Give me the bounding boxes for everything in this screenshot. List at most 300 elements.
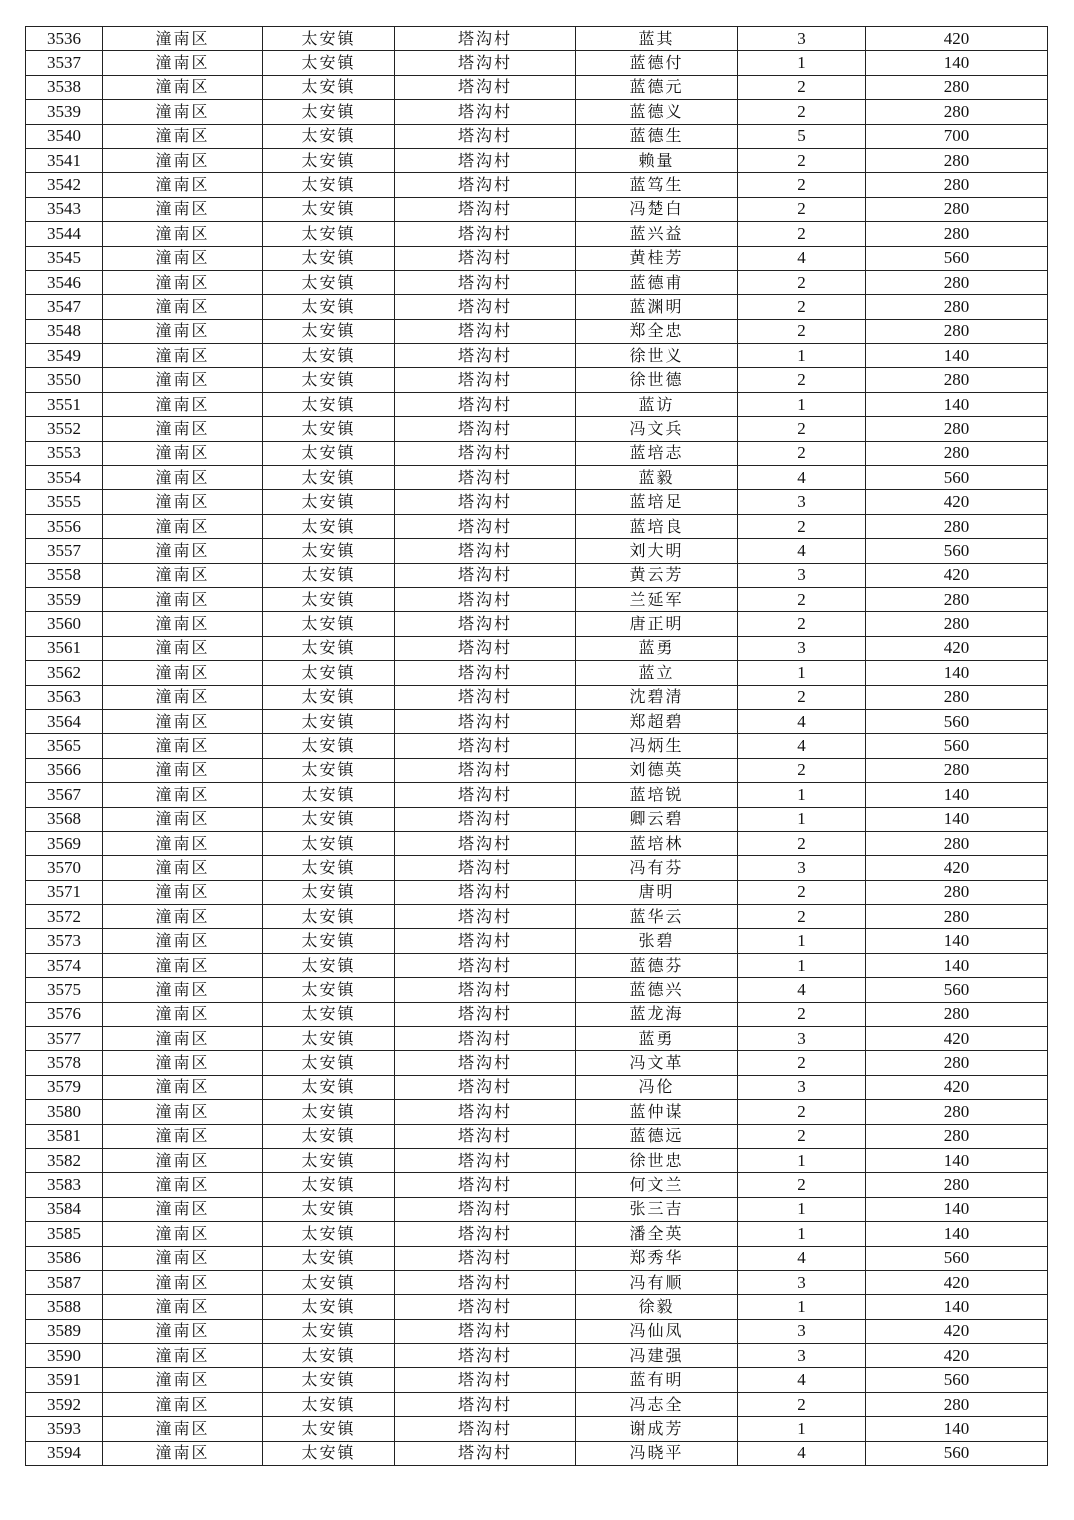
cell-amount: 280 (866, 197, 1048, 221)
cell-household-size: 2 (738, 612, 866, 636)
cell-town: 太安镇 (263, 368, 395, 392)
cell-household-size: 2 (738, 905, 866, 929)
cell-name: 冯有芬 (576, 856, 738, 880)
cell-district: 潼南区 (103, 880, 263, 904)
cell-name: 蓝培林 (576, 831, 738, 855)
cell-district: 潼南区 (103, 197, 263, 221)
cell-amount: 140 (866, 344, 1048, 368)
cell-amount: 560 (866, 466, 1048, 490)
cell-district: 潼南区 (103, 246, 263, 270)
cell-village: 塔沟村 (395, 1197, 576, 1221)
cell-village: 塔沟村 (395, 270, 576, 294)
cell-row-number: 3540 (26, 124, 103, 148)
cell-household-size: 2 (738, 1100, 866, 1124)
cell-village: 塔沟村 (395, 75, 576, 99)
table-row (26, 246, 1048, 270)
table-row (26, 1246, 1048, 1270)
cell-amount: 280 (866, 368, 1048, 392)
table-row (26, 1100, 1048, 1124)
cell-village: 塔沟村 (395, 807, 576, 831)
cell-row-number: 3556 (26, 514, 103, 538)
cell-village: 塔沟村 (395, 417, 576, 441)
cell-amount: 700 (866, 124, 1048, 148)
cell-village: 塔沟村 (395, 1319, 576, 1343)
table-row (26, 1319, 1048, 1343)
cell-amount: 280 (866, 1392, 1048, 1416)
table-row (26, 319, 1048, 343)
cell-amount: 140 (866, 51, 1048, 75)
cell-household-size: 4 (738, 734, 866, 758)
cell-village: 塔沟村 (395, 392, 576, 416)
cell-village: 塔沟村 (395, 27, 576, 51)
table-row (26, 368, 1048, 392)
cell-name: 蓝德兴 (576, 978, 738, 1002)
cell-name: 黄云芳 (576, 563, 738, 587)
cell-village: 塔沟村 (395, 295, 576, 319)
cell-name: 何文兰 (576, 1173, 738, 1197)
cell-village: 塔沟村 (395, 636, 576, 660)
cell-district: 潼南区 (103, 51, 263, 75)
cell-name: 蓝德生 (576, 124, 738, 148)
cell-village: 塔沟村 (395, 856, 576, 880)
cell-town: 太安镇 (263, 27, 395, 51)
cell-amount: 280 (866, 758, 1048, 782)
cell-town: 太安镇 (263, 1392, 395, 1416)
cell-row-number: 3537 (26, 51, 103, 75)
cell-district: 潼南区 (103, 417, 263, 441)
cell-household-size: 3 (738, 1319, 866, 1343)
cell-household-size: 2 (738, 685, 866, 709)
cell-district: 潼南区 (103, 1148, 263, 1172)
cell-town: 太安镇 (263, 490, 395, 514)
table-row (26, 612, 1048, 636)
cell-district: 潼南区 (103, 685, 263, 709)
cell-town: 太安镇 (263, 1124, 395, 1148)
cell-village: 塔沟村 (395, 1027, 576, 1051)
cell-amount: 420 (866, 1270, 1048, 1294)
cell-row-number: 3557 (26, 539, 103, 563)
cell-district: 潼南区 (103, 1417, 263, 1441)
cell-name: 徐世忠 (576, 1148, 738, 1172)
cell-village: 塔沟村 (395, 1368, 576, 1392)
cell-row-number: 3586 (26, 1246, 103, 1270)
cell-village: 塔沟村 (395, 1100, 576, 1124)
cell-town: 太安镇 (263, 1441, 395, 1465)
cell-household-size: 4 (738, 709, 866, 733)
cell-town: 太安镇 (263, 295, 395, 319)
cell-name: 蓝访 (576, 392, 738, 416)
cell-town: 太安镇 (263, 1100, 395, 1124)
beneficiary-table (25, 26, 1048, 1466)
cell-name: 冯炳生 (576, 734, 738, 758)
cell-amount: 420 (866, 563, 1048, 587)
cell-village: 塔沟村 (395, 1392, 576, 1416)
cell-amount: 140 (866, 1197, 1048, 1221)
table-row (26, 27, 1048, 51)
cell-row-number: 3545 (26, 246, 103, 270)
cell-name: 赖量 (576, 148, 738, 172)
cell-household-size: 4 (738, 1246, 866, 1270)
cell-household-size: 1 (738, 1417, 866, 1441)
cell-district: 潼南区 (103, 539, 263, 563)
cell-district: 潼南区 (103, 953, 263, 977)
cell-amount: 420 (866, 1319, 1048, 1343)
cell-amount: 280 (866, 1124, 1048, 1148)
cell-household-size: 1 (738, 51, 866, 75)
cell-village: 塔沟村 (395, 1075, 576, 1099)
cell-household-size: 2 (738, 441, 866, 465)
cell-village: 塔沟村 (395, 734, 576, 758)
cell-name: 蓝培足 (576, 490, 738, 514)
table-row (26, 953, 1048, 977)
cell-name: 卿云碧 (576, 807, 738, 831)
cell-village: 塔沟村 (395, 319, 576, 343)
cell-village: 塔沟村 (395, 148, 576, 172)
cell-town: 太安镇 (263, 758, 395, 782)
cell-town: 太安镇 (263, 197, 395, 221)
cell-household-size: 2 (738, 1392, 866, 1416)
cell-town: 太安镇 (263, 148, 395, 172)
table-row (26, 734, 1048, 758)
cell-row-number: 3593 (26, 1417, 103, 1441)
cell-name: 刘大明 (576, 539, 738, 563)
cell-village: 塔沟村 (395, 490, 576, 514)
cell-village: 塔沟村 (395, 1270, 576, 1294)
cell-amount: 140 (866, 1222, 1048, 1246)
cell-amount: 560 (866, 709, 1048, 733)
cell-town: 太安镇 (263, 807, 395, 831)
table-row (26, 392, 1048, 416)
cell-town: 太安镇 (263, 466, 395, 490)
cell-district: 潼南区 (103, 978, 263, 1002)
cell-name: 蓝笃生 (576, 173, 738, 197)
cell-district: 潼南区 (103, 1075, 263, 1099)
cell-household-size: 1 (738, 1222, 866, 1246)
cell-town: 太安镇 (263, 709, 395, 733)
table-row (26, 441, 1048, 465)
cell-district: 潼南区 (103, 831, 263, 855)
cell-household-size: 4 (738, 1368, 866, 1392)
cell-household-size: 1 (738, 783, 866, 807)
cell-village: 塔沟村 (395, 587, 576, 611)
table-row (26, 758, 1048, 782)
cell-row-number: 3580 (26, 1100, 103, 1124)
cell-household-size: 2 (738, 197, 866, 221)
cell-household-size: 2 (738, 75, 866, 99)
table-row (26, 1197, 1048, 1221)
cell-district: 潼南区 (103, 1051, 263, 1075)
cell-name: 唐正明 (576, 612, 738, 636)
cell-village: 塔沟村 (395, 1173, 576, 1197)
table-row (26, 124, 1048, 148)
cell-town: 太安镇 (263, 1197, 395, 1221)
cell-village: 塔沟村 (395, 831, 576, 855)
cell-town: 太安镇 (263, 978, 395, 1002)
cell-household-size: 2 (738, 222, 866, 246)
cell-district: 潼南区 (103, 1100, 263, 1124)
cell-name: 蓝毅 (576, 466, 738, 490)
cell-name: 兰延军 (576, 587, 738, 611)
cell-town: 太安镇 (263, 1173, 395, 1197)
cell-amount: 560 (866, 1368, 1048, 1392)
cell-district: 潼南区 (103, 319, 263, 343)
cell-village: 塔沟村 (395, 1051, 576, 1075)
cell-district: 潼南区 (103, 612, 263, 636)
table-row (26, 709, 1048, 733)
cell-village: 塔沟村 (395, 368, 576, 392)
cell-row-number: 3562 (26, 661, 103, 685)
cell-household-size: 3 (738, 636, 866, 660)
cell-household-size: 2 (738, 880, 866, 904)
table-row (26, 197, 1048, 221)
cell-district: 潼南区 (103, 490, 263, 514)
table-row (26, 1344, 1048, 1368)
cell-name: 蓝德芬 (576, 953, 738, 977)
cell-name: 蓝其 (576, 27, 738, 51)
cell-row-number: 3555 (26, 490, 103, 514)
cell-town: 太安镇 (263, 1222, 395, 1246)
cell-town: 太安镇 (263, 831, 395, 855)
cell-row-number: 3548 (26, 319, 103, 343)
cell-household-size: 3 (738, 1270, 866, 1294)
table-row (26, 1173, 1048, 1197)
table-row (26, 295, 1048, 319)
cell-district: 潼南区 (103, 1319, 263, 1343)
cell-row-number: 3559 (26, 587, 103, 611)
cell-row-number: 3578 (26, 1051, 103, 1075)
table-row (26, 539, 1048, 563)
cell-household-size: 4 (738, 466, 866, 490)
cell-district: 潼南区 (103, 1392, 263, 1416)
cell-name: 郑超碧 (576, 709, 738, 733)
cell-row-number: 3577 (26, 1027, 103, 1051)
cell-amount: 140 (866, 1295, 1048, 1319)
cell-household-size: 2 (738, 148, 866, 172)
cell-town: 太安镇 (263, 514, 395, 538)
cell-amount: 280 (866, 100, 1048, 124)
cell-name: 潘全英 (576, 1222, 738, 1246)
cell-district: 潼南区 (103, 441, 263, 465)
cell-district: 潼南区 (103, 929, 263, 953)
table-row (26, 466, 1048, 490)
cell-town: 太安镇 (263, 929, 395, 953)
cell-name: 谢成芳 (576, 1417, 738, 1441)
cell-amount: 140 (866, 661, 1048, 685)
cell-district: 潼南区 (103, 807, 263, 831)
cell-row-number: 3543 (26, 197, 103, 221)
cell-row-number: 3563 (26, 685, 103, 709)
cell-district: 潼南区 (103, 661, 263, 685)
cell-name: 冯文兵 (576, 417, 738, 441)
cell-district: 潼南区 (103, 856, 263, 880)
cell-village: 塔沟村 (395, 197, 576, 221)
cell-town: 太安镇 (263, 856, 395, 880)
cell-district: 潼南区 (103, 1124, 263, 1148)
table-row (26, 270, 1048, 294)
cell-household-size: 2 (738, 1051, 866, 1075)
cell-amount: 280 (866, 831, 1048, 855)
cell-district: 潼南区 (103, 758, 263, 782)
cell-row-number: 3571 (26, 880, 103, 904)
cell-village: 塔沟村 (395, 1344, 576, 1368)
cell-row-number: 3554 (26, 466, 103, 490)
table-row (26, 929, 1048, 953)
table-row (26, 1027, 1048, 1051)
cell-district: 潼南区 (103, 1441, 263, 1465)
cell-amount: 280 (866, 173, 1048, 197)
cell-name: 蓝龙海 (576, 1002, 738, 1026)
cell-amount: 140 (866, 953, 1048, 977)
cell-name: 蓝华云 (576, 905, 738, 929)
table-row (26, 978, 1048, 1002)
cell-name: 郑秀华 (576, 1246, 738, 1270)
cell-row-number: 3573 (26, 929, 103, 953)
cell-district: 潼南区 (103, 514, 263, 538)
cell-name: 蓝德元 (576, 75, 738, 99)
cell-amount: 280 (866, 612, 1048, 636)
table-row (26, 856, 1048, 880)
cell-name: 冯晓平 (576, 1441, 738, 1465)
cell-name: 沈碧清 (576, 685, 738, 709)
cell-amount: 280 (866, 75, 1048, 99)
cell-village: 塔沟村 (395, 783, 576, 807)
cell-row-number: 3574 (26, 953, 103, 977)
cell-village: 塔沟村 (395, 441, 576, 465)
cell-name: 蓝培良 (576, 514, 738, 538)
cell-amount: 280 (866, 880, 1048, 904)
cell-household-size: 3 (738, 1027, 866, 1051)
cell-village: 塔沟村 (395, 661, 576, 685)
table-row (26, 1295, 1048, 1319)
cell-village: 塔沟村 (395, 905, 576, 929)
cell-amount: 280 (866, 295, 1048, 319)
cell-district: 潼南区 (103, 222, 263, 246)
cell-household-size: 4 (738, 1441, 866, 1465)
cell-household-size: 2 (738, 417, 866, 441)
cell-row-number: 3594 (26, 1441, 103, 1465)
cell-amount: 280 (866, 587, 1048, 611)
cell-town: 太安镇 (263, 734, 395, 758)
cell-town: 太安镇 (263, 100, 395, 124)
table-row (26, 685, 1048, 709)
cell-town: 太安镇 (263, 1051, 395, 1075)
cell-town: 太安镇 (263, 51, 395, 75)
cell-village: 塔沟村 (395, 1148, 576, 1172)
cell-row-number: 3588 (26, 1295, 103, 1319)
cell-name: 冯有顺 (576, 1270, 738, 1294)
cell-amount: 560 (866, 978, 1048, 1002)
cell-village: 塔沟村 (395, 953, 576, 977)
cell-town: 太安镇 (263, 344, 395, 368)
cell-town: 太安镇 (263, 1148, 395, 1172)
table-row (26, 1270, 1048, 1294)
cell-household-size: 1 (738, 1148, 866, 1172)
cell-row-number: 3584 (26, 1197, 103, 1221)
cell-town: 太安镇 (263, 1270, 395, 1294)
cell-village: 塔沟村 (395, 1002, 576, 1026)
cell-town: 太安镇 (263, 1027, 395, 1051)
cell-household-size: 1 (738, 344, 866, 368)
cell-town: 太安镇 (263, 1295, 395, 1319)
cell-amount: 140 (866, 783, 1048, 807)
cell-village: 塔沟村 (395, 539, 576, 563)
cell-town: 太安镇 (263, 612, 395, 636)
cell-town: 太安镇 (263, 222, 395, 246)
cell-town: 太安镇 (263, 124, 395, 148)
cell-village: 塔沟村 (395, 612, 576, 636)
cell-district: 潼南区 (103, 100, 263, 124)
cell-amount: 420 (866, 856, 1048, 880)
table-row (26, 1002, 1048, 1026)
cell-village: 塔沟村 (395, 1417, 576, 1441)
cell-household-size: 2 (738, 295, 866, 319)
cell-district: 潼南区 (103, 368, 263, 392)
cell-village: 塔沟村 (395, 344, 576, 368)
table-row (26, 1368, 1048, 1392)
cell-district: 潼南区 (103, 27, 263, 51)
table-row (26, 831, 1048, 855)
cell-name: 蓝培锐 (576, 783, 738, 807)
cell-amount: 280 (866, 319, 1048, 343)
cell-district: 潼南区 (103, 734, 263, 758)
cell-amount: 280 (866, 1100, 1048, 1124)
cell-household-size: 2 (738, 1173, 866, 1197)
cell-row-number: 3561 (26, 636, 103, 660)
cell-name: 张碧 (576, 929, 738, 953)
cell-name: 张三吉 (576, 1197, 738, 1221)
cell-name: 黄桂芳 (576, 246, 738, 270)
cell-household-size: 2 (738, 587, 866, 611)
table-body (26, 27, 1048, 1466)
cell-name: 郑全忠 (576, 319, 738, 343)
cell-district: 潼南区 (103, 295, 263, 319)
table-row (26, 1051, 1048, 1075)
cell-name: 刘德英 (576, 758, 738, 782)
cell-household-size: 3 (738, 1075, 866, 1099)
cell-town: 太安镇 (263, 1319, 395, 1343)
cell-amount: 280 (866, 1051, 1048, 1075)
cell-village: 塔沟村 (395, 514, 576, 538)
cell-row-number: 3551 (26, 392, 103, 416)
table-row (26, 417, 1048, 441)
cell-amount: 420 (866, 1344, 1048, 1368)
cell-name: 冯志全 (576, 1392, 738, 1416)
cell-name: 徐世德 (576, 368, 738, 392)
cell-row-number: 3541 (26, 148, 103, 172)
table-row (26, 100, 1048, 124)
cell-amount: 560 (866, 246, 1048, 270)
cell-name: 徐毅 (576, 1295, 738, 1319)
cell-village: 塔沟村 (395, 1246, 576, 1270)
cell-household-size: 5 (738, 124, 866, 148)
cell-village: 塔沟村 (395, 124, 576, 148)
cell-district: 潼南区 (103, 270, 263, 294)
cell-village: 塔沟村 (395, 563, 576, 587)
cell-district: 潼南区 (103, 636, 263, 660)
cell-row-number: 3546 (26, 270, 103, 294)
table-row (26, 1392, 1048, 1416)
cell-household-size: 2 (738, 368, 866, 392)
cell-household-size: 2 (738, 173, 866, 197)
cell-name: 冯建强 (576, 1344, 738, 1368)
cell-household-size: 3 (738, 27, 866, 51)
cell-district: 潼南区 (103, 1368, 263, 1392)
table-row (26, 807, 1048, 831)
cell-village: 塔沟村 (395, 100, 576, 124)
cell-amount: 280 (866, 148, 1048, 172)
cell-district: 潼南区 (103, 905, 263, 929)
cell-district: 潼南区 (103, 124, 263, 148)
